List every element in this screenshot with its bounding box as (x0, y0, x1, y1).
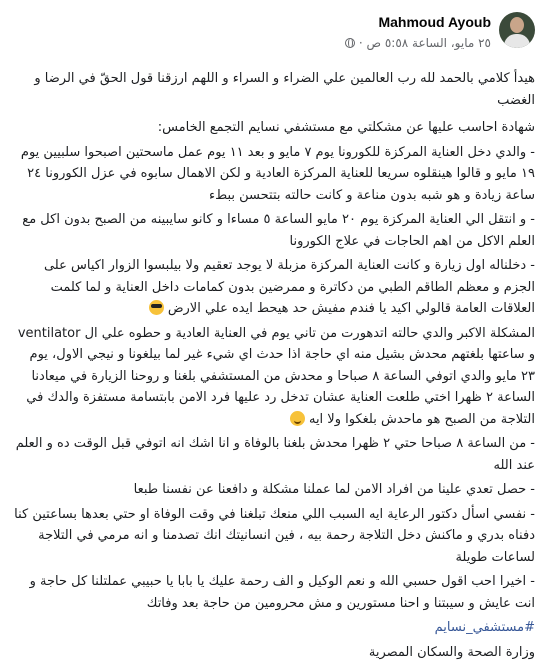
post-line: - والدي دخل العناية المركزة للكورونا يوم ٧ مايو و بعد ١١ يوم عمل ماسحتين اصبحوا سلبيين يوم ١٩ مايو و قالوا هينقلوه سريعا للعناية المركزة العادية و لكن الاهمال سابوه في عزل الكورونا ٢٤ ساعة زيادة و هو شبه بدون مناعة و كانت حالته بتتحسن ببطء (20, 144, 535, 203)
post-line: - نفسي اسأل دكتور الرعاية ايه السبب اللي منعك تبلغنا في وقت الوفاة او حتي بعدها بساعتين كنا دفناه بدري و ماكنش دخل التلاجة رحمة بيه ، فين انسانيتك انك تصدمنا و انه مرمي في التلاجة لساعات طويلة (14, 506, 535, 565)
post-timestamp[interactable]: ٢٥ مايو، الساعة ٥:٥٨ ص · (358, 36, 491, 50)
post-tag-line[interactable]: وزارة الصحة والسكان المصرية (368, 644, 535, 660)
post-line: هيدأ كلامي بالحمد لله رب العالمين علي الضراء و السراء و اللهم ارزقنا قول الحقّ في الرضا و الغضب (34, 71, 535, 108)
post-line-text: - دخلناله اول زيارة و كانت العناية المركزة مزبلة لا يوجد تعقيم ولا بيلبسوا الزوار اكياس على الجزم و معظم الطاقم الطبي من دكاترة و ممرضين بدون كمامات داخل العناية و لما كلمت العلاقات العامة قالولي اكيد يا فندم مفيش حد هيحط ايده علي الارض (43, 258, 535, 316)
post-line (13, 323, 535, 431)
post-body (13, 68, 535, 666)
post-hashtag[interactable]: #مستشفي_نسايم (434, 620, 535, 635)
avatar-head (510, 17, 524, 33)
post-line: - و انتقل الي العناية المركزة يوم ٢٠ مايو الساعة ٥ مساءا و كانو سايبينه من الصبح بدون اكل مع العلم الاكل من اهم الحاجات في علاج الكورونا (22, 212, 535, 249)
cool-emoji-icon (149, 300, 164, 315)
globe-icon (345, 38, 355, 48)
grin-emoji-icon (290, 411, 305, 426)
avatar-body (504, 34, 530, 48)
post-line: - حصل تعدي علينا من افراد الامن لما عملنا مشكلة و دافعنا عن نفسنا طبعا (133, 482, 535, 497)
post-line (13, 255, 535, 320)
post-line-text: المشكلة الاكبر والدي حالته اتدهورت من تاني يوم في العناية العادية و حطوه علي ال ventilator و ساعتها بلغتهم محدش بشيل منه اي حاجة اذا حدث اي شيء غير لما بيلغونا و نيجي الاول، يوم ٢٣ مايو والدي اتوفي الساعة ٨ صباحا و محدش من المستشفي بلغنا و روحنا الزيارة في ميعادنا الساعة ٢ ظهرا اختي طلعت العناية عشان تدخل رد عليها فرد الامن بابتسامة مستفزة والدك في التلاجة من الصبح هو ماحدش بلغكوا ولا ايه (17, 325, 535, 427)
post-line: - من الساعة ٨ صباحا حتي ٢ ظهرا محدش بلغنا بالوفاة و انا اشك انه اتوفي قبل الوقت ده و العلم عند الله (15, 436, 535, 473)
author-name[interactable]: Mahmoud Ayoub (378, 14, 491, 30)
post-line: شهادة احاسب عليها عن مشكلتي مع مستشفي نسايم التجمع الخامس: (157, 120, 535, 135)
post-header (0, 0, 549, 60)
author-avatar[interactable] (499, 12, 535, 48)
post-meta (345, 36, 491, 50)
post-line: - اخيرا احب اقول حسبي الله و نعم الوكيل و الف رحمة عليك يا بابا يا حبيبي عملتلنا كل حاجة و انت عايش و سيبتنا و احنا مستورين و مش محرومين من حاجة بعد وفاتك (29, 574, 535, 611)
